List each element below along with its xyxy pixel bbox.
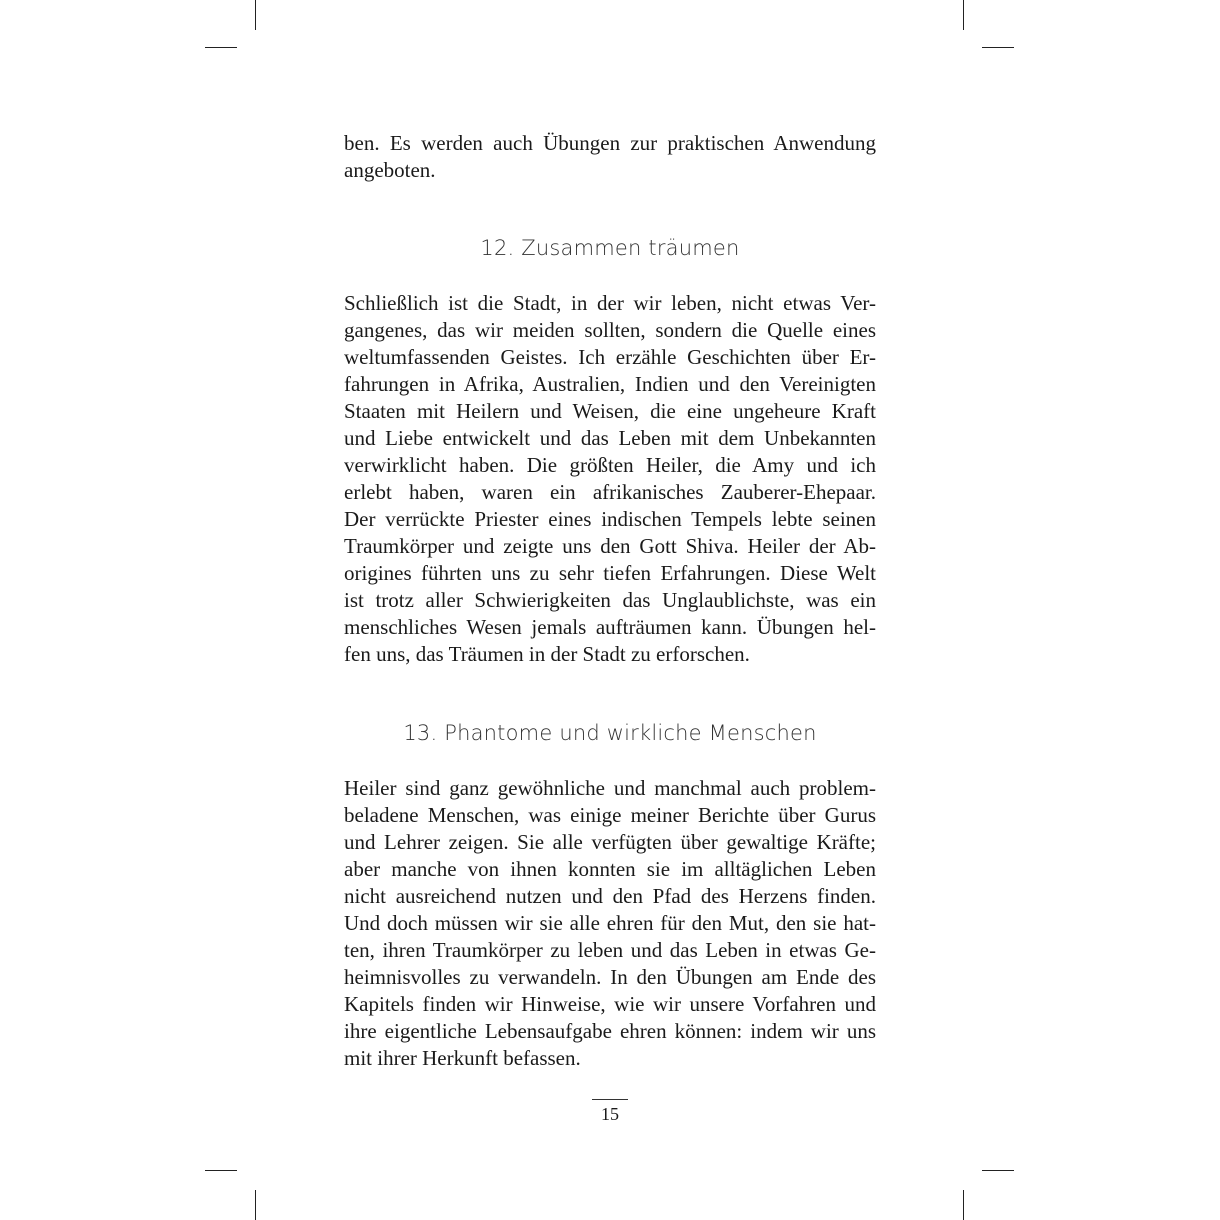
text-line: Der verrückte Priester eines indischen Tempels lebte seinen: [344, 507, 876, 531]
crop-mark-top-right-horizontal: [982, 47, 1014, 48]
text-line: ist trotz aller Schwierigkeiten das Unglaublichste, was ein: [344, 588, 876, 612]
text-line: erlebt haben, waren ein afrikanisches Zauberer-Ehepaar.: [344, 480, 876, 504]
text-line: nicht ausreichend nutzen und den Pfad des Herzens finden.: [344, 884, 876, 908]
text-line: mit ihrer Herkunft befassen.: [344, 1046, 581, 1070]
section-heading-13: 13. Phantome und wirkliche Menschen: [403, 721, 817, 745]
crop-mark-top-left-horizontal: [205, 47, 237, 48]
text-line: menschliches Wesen jemals aufträumen kann. Übungen hel-: [344, 615, 876, 639]
section-12-paragraph: [344, 290, 876, 668]
text-line: Und doch müssen wir sie alle ehren für den Mut, den sie hat-: [344, 911, 876, 935]
text-line: weltumfassenden Geistes. Ich erzähle Geschichten über Er-: [344, 345, 876, 369]
crop-mark-bottom-right-horizontal: [982, 1170, 1014, 1171]
text-line: heimnisvolles zu verwandeln. In den Übungen am Ende des: [344, 965, 876, 989]
text-line: origines führten uns zu sehr tiefen Erfahrungen. Diese Welt: [344, 561, 876, 585]
crop-mark-bottom-left-vertical: [255, 1190, 256, 1220]
crop-mark-top-right-vertical: [963, 0, 964, 30]
crop-mark-bottom-right-vertical: [963, 1190, 964, 1220]
text-line: Traumkörper und zeigte uns den Gott Shiva. Heiler der Ab-: [344, 534, 876, 558]
text-line: gangenes, das wir meiden sollten, sondern die Quelle eines: [344, 318, 876, 342]
text-line: Staaten mit Heilern und Weisen, die eine ungeheure Kraft: [344, 399, 876, 423]
footer-rule: [592, 1099, 628, 1100]
text-line: Kapitels finden wir Hinweise, wie wir unsere Vorfahren und: [344, 992, 876, 1016]
text-line: ihre eigentliche Lebensaufgabe ehren können: indem wir uns: [344, 1019, 876, 1043]
text-line: aber manche von ihnen konnten sie im alltäglichen Leben: [344, 857, 876, 881]
intro-paragraph: [344, 130, 876, 184]
text-line: angeboten.: [344, 158, 436, 182]
section-13-paragraph: [344, 775, 876, 1072]
text-line: und Lehrer zeigen. Sie alle verfügten über gewaltige Kräfte;: [344, 830, 876, 854]
text-line: ten, ihren Traumkörper zu leben und das Leben in etwas Ge-: [344, 938, 876, 962]
text-line: fen uns, das Träumen in der Stadt zu erforschen.: [344, 642, 750, 666]
text-line: Heiler sind ganz gewöhnliche und manchmal auch problem-: [344, 776, 876, 800]
section-heading-12: 12. Zusammen träumen: [480, 236, 740, 260]
crop-mark-bottom-left-horizontal: [205, 1170, 237, 1171]
text-line: ben. Es werden auch Übungen zur praktischen Anwendung: [344, 131, 876, 155]
text-line: beladene Menschen, was einige meiner Berichte über Gurus: [344, 803, 876, 827]
text-line: verwirklicht haben. Die größten Heiler, die Amy und ich: [344, 453, 876, 477]
page-number: 15: [601, 1104, 619, 1124]
text-line: Schließlich ist die Stadt, in der wir leben, nicht etwas Ver-: [344, 291, 876, 315]
crop-mark-top-left-vertical: [255, 0, 256, 30]
text-line: und Liebe entwickelt und das Leben mit dem Unbekannten: [344, 426, 876, 450]
text-line: fahrungen in Afrika, Australien, Indien und den Vereinigten: [344, 372, 876, 396]
